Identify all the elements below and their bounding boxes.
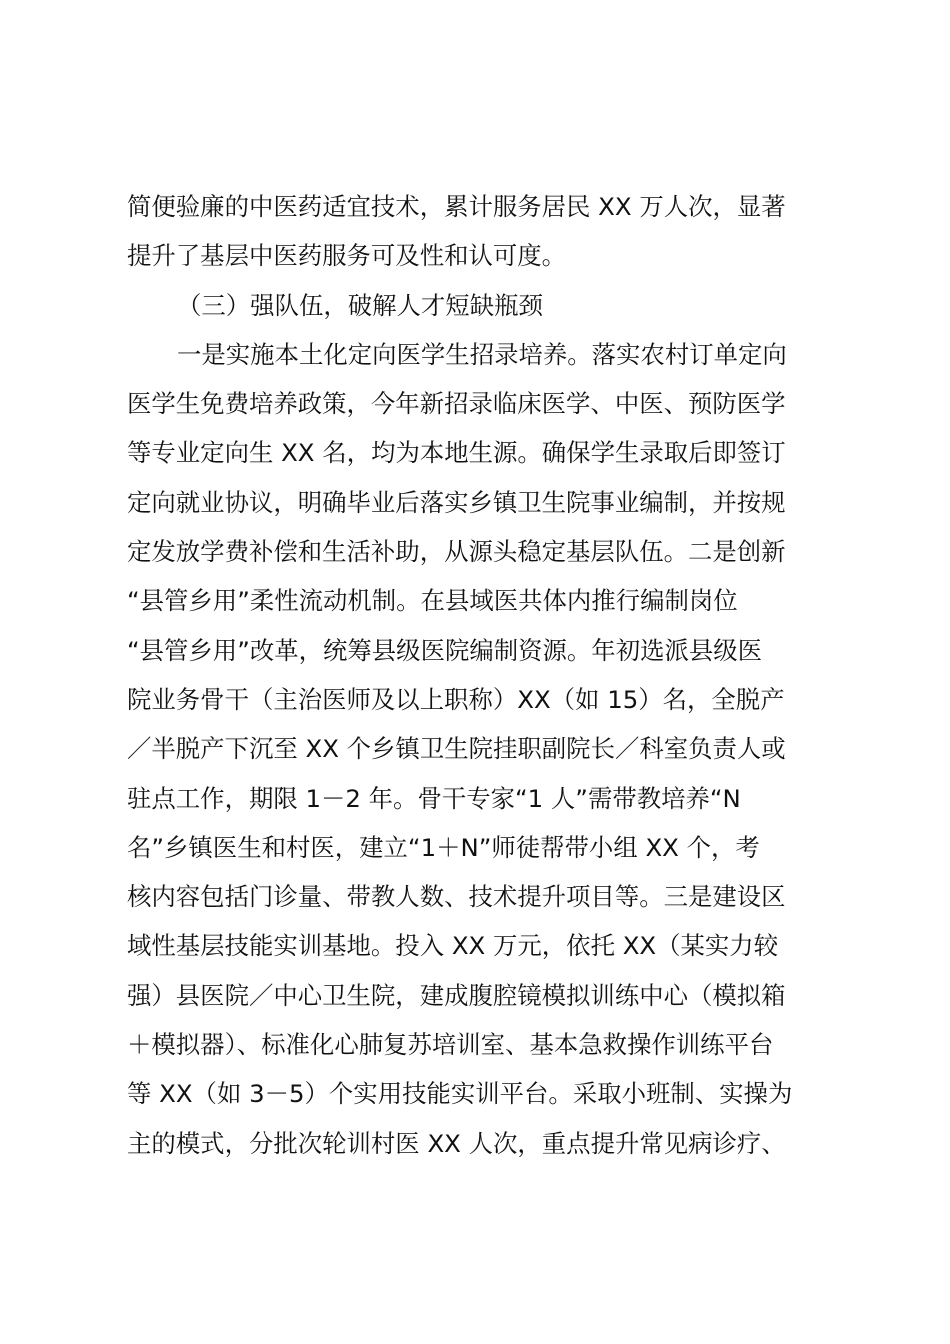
text-line-9: “县管乡用”柔性流动机制。在县域医共体内推行编制岗位 bbox=[127, 586, 738, 616]
text-line-8: 定发放学费补偿和生活补助，从源头稳定基层队伍。二是创新 bbox=[127, 537, 786, 567]
section-heading: （三）强队伍，破解人才短缺瓶颈 bbox=[177, 290, 543, 320]
text-line-16: 域性基层技能实训基地。投入 XX 万元，依托 XX（某实力较 bbox=[127, 931, 779, 961]
text-line-15: 核内容包括门诊量、带教人数、技术提升项目等。三是建设区 bbox=[127, 882, 786, 912]
text-line-20: 主的模式，分批次轮训村医 XX 人次，重点提升常见病诊疗、 bbox=[127, 1128, 786, 1158]
text-line-5: 医学生免费培养政策，今年新招录临床医学、中医、预防医学 bbox=[127, 389, 786, 419]
text-line-18: ＋模拟器）、标准化心肺复苏培训室、基本急救操作训练平台 bbox=[127, 1030, 774, 1060]
text-line-6: 等专业定向生 XX 名，均为本地生源。确保学生录取后即签订 bbox=[127, 438, 786, 468]
text-line-2: 提升了基层中医药服务可及性和认可度。 bbox=[127, 241, 567, 271]
text-line-13: 驻点工作，期限 1－2 年。骨干专家“1 人”需带教培养“N bbox=[127, 783, 741, 813]
text-line-19: 等 XX（如 3－5）个实用技能实训平台。采取小班制、实操为 bbox=[127, 1079, 793, 1109]
text-line-1: 简便验廉的中医药适宜技术，累计服务居民 XX 万人次，显著 bbox=[127, 192, 786, 221]
text-line-10: “县管乡用”改革，统筹县级医院编制资源。年初选派县级医 bbox=[127, 635, 763, 665]
text-line-12: ／半脱产下沉至 XX 个乡镇卫生院挂职副院长／科室负责人或 bbox=[127, 734, 786, 764]
text-line-17: 强）县医院／中心卫生院，建成腹腔镜模拟训练中心（模拟箱 bbox=[127, 980, 786, 1010]
text-line-11: 院业务骨干（主治医师及以上职称）XX（如 15）名，全脱产 bbox=[127, 684, 785, 714]
document-body bbox=[127, 182, 837, 1168]
text-line-4: 一是实施本土化定向医学生招录培养。落实农村订单定向 bbox=[177, 339, 787, 369]
text-line-14: 名”乡镇医生和村医，建立“1＋N”师徒帮带小组 XX 个，考 bbox=[127, 832, 760, 862]
text-line-7: 定向就业协议，明确毕业后落实乡镇卫生院事业编制，并按规 bbox=[127, 487, 786, 517]
